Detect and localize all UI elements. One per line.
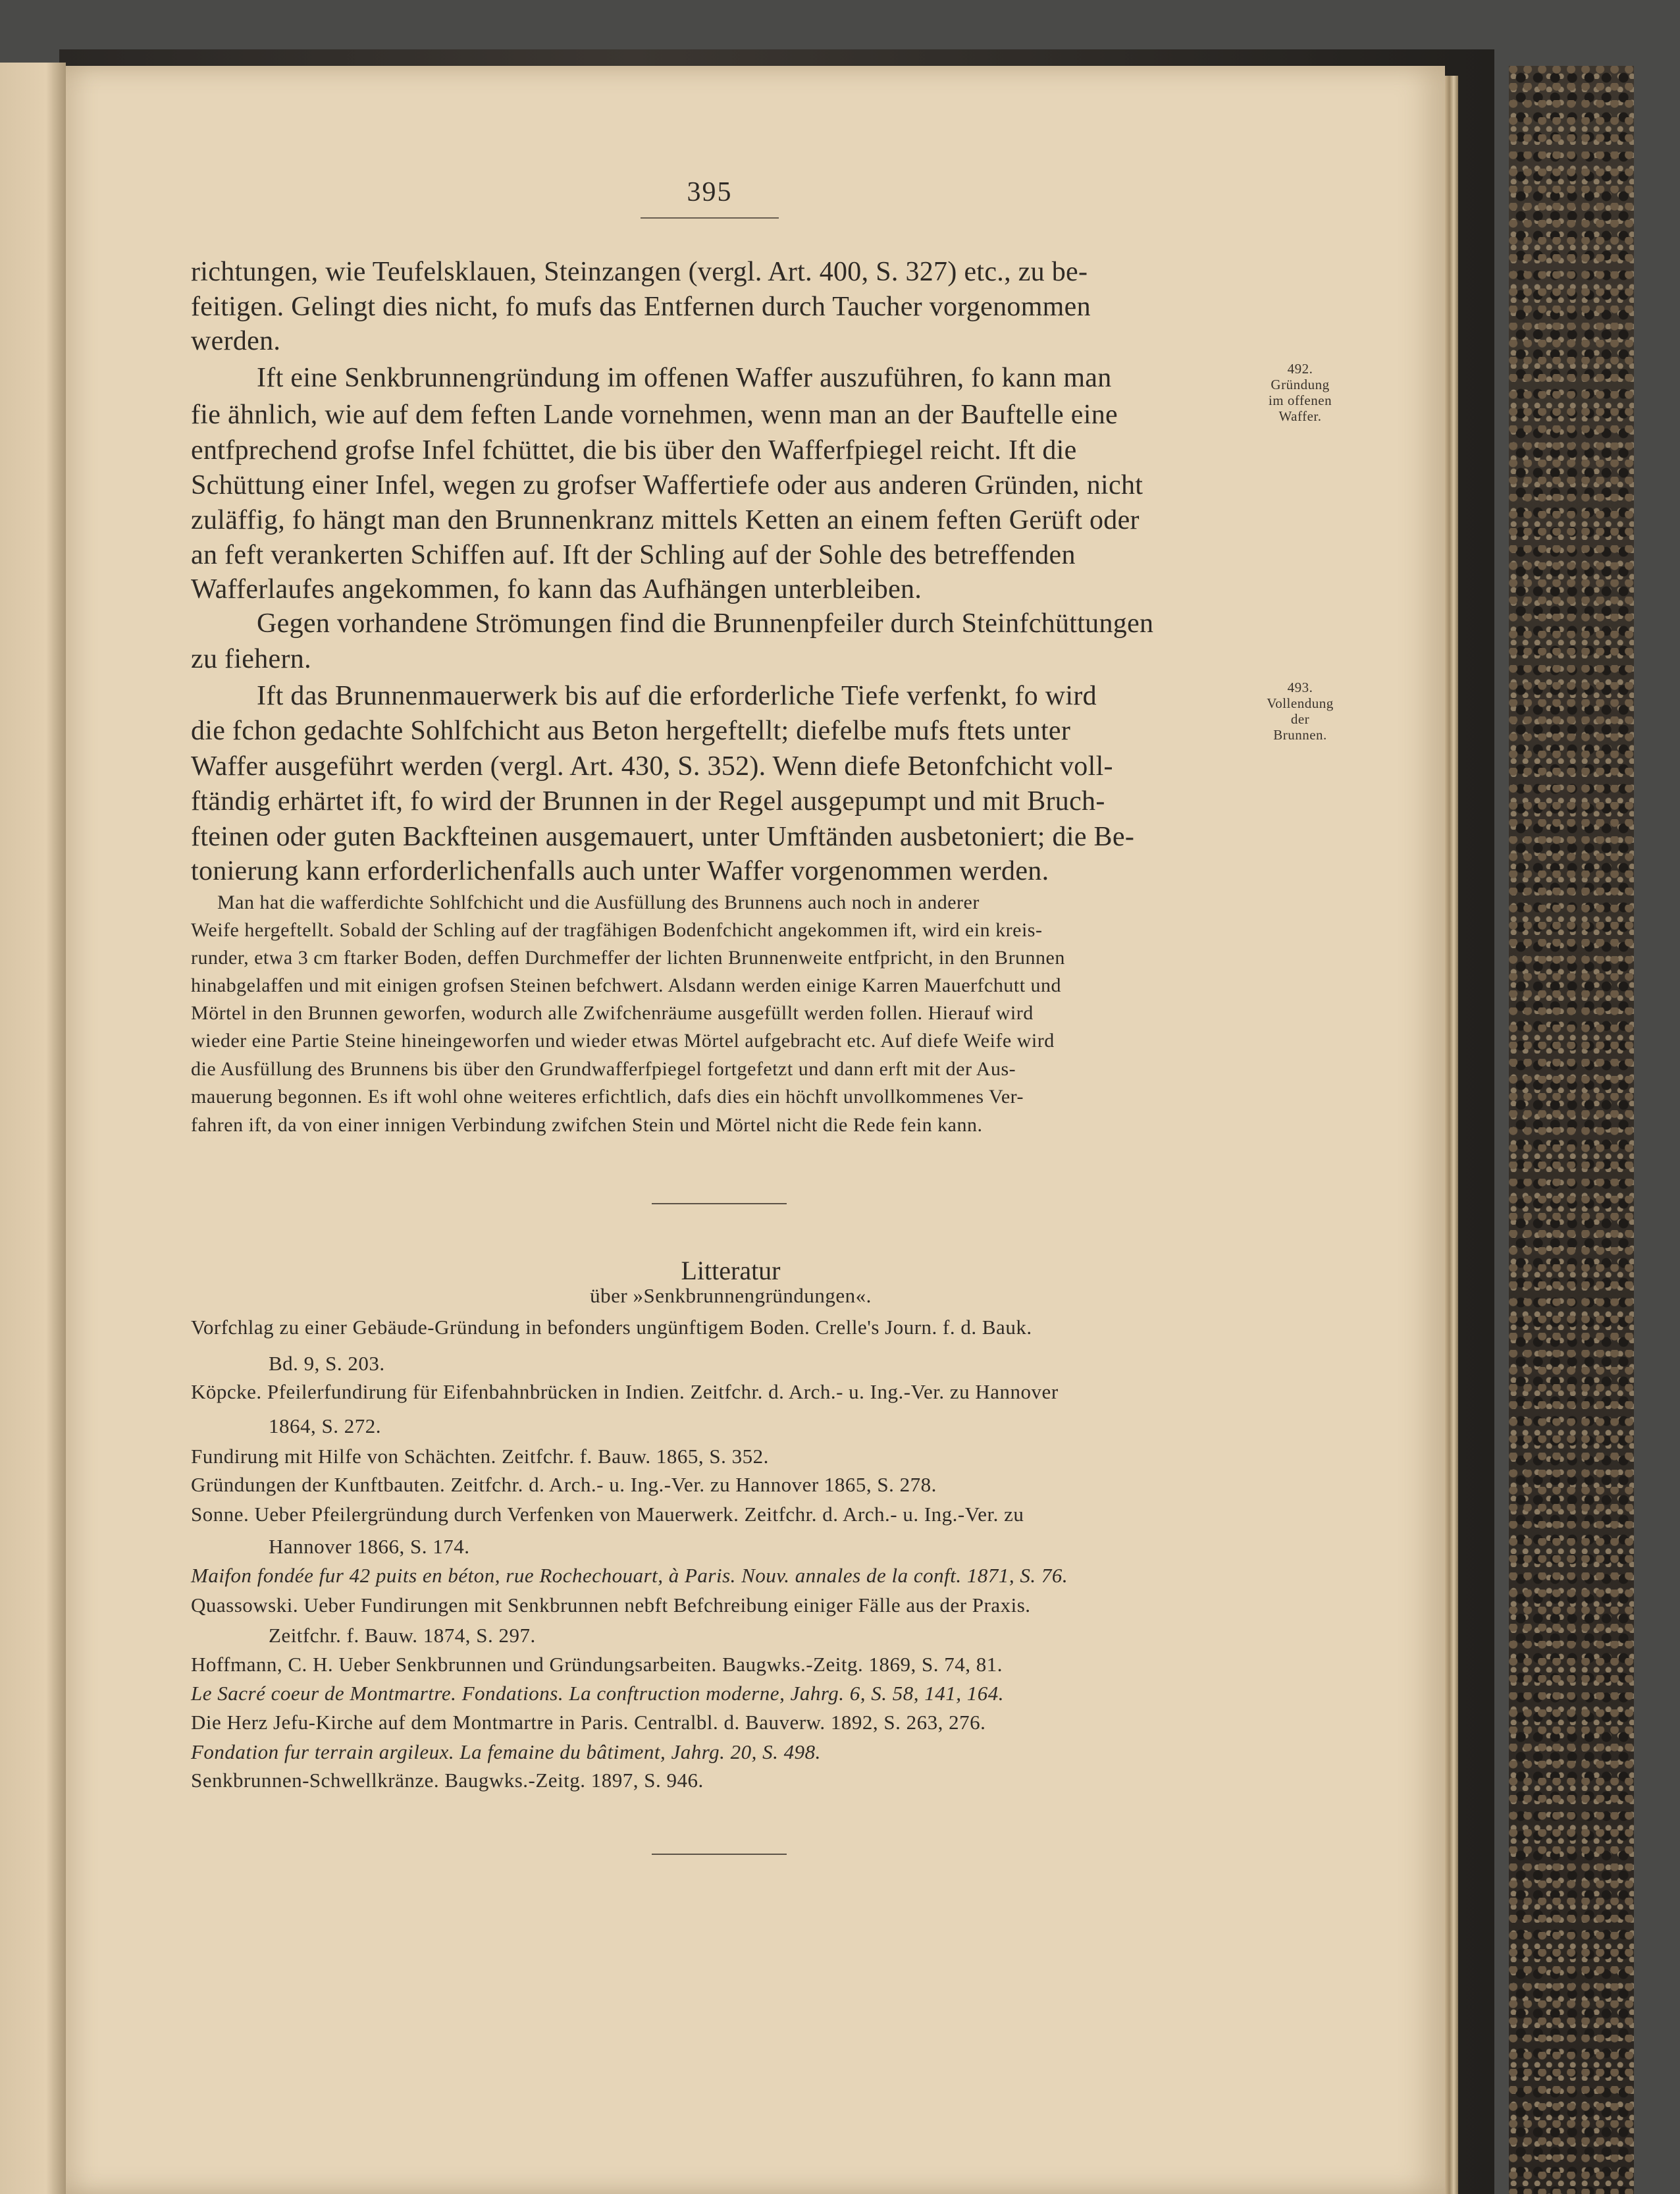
literature-entry: Senkbrunnen-Schwellkränze. Baugwks.-Zeitg. 1897, S. 946.: [191, 1769, 704, 1792]
body-line: an feft verankerten Schiffen auf. Ift der Schling auf der Sohle des betreffenden: [191, 540, 1076, 570]
page-number: [641, 176, 779, 208]
note-line: fahren ift, da von einer innigen Verbindung zwifchen Stein und Mörtel nicht die Rede fein kann.: [191, 1114, 983, 1136]
literature-entry: Hoffmann, C. H. Ueber Senkbrunnen und Gründungsarbeiten. Baugwks.-Zeitg. 1869, S. 74, 81.: [191, 1653, 1003, 1676]
literature-entry: Die Herz Jefu-Kirche auf dem Montmartre in Paris. Centralbl. d. Bauverw. 1892, S. 263, 276.: [191, 1711, 986, 1734]
margin-note-493: [1254, 680, 1346, 743]
page-number-text: 395: [687, 177, 733, 207]
body-line: Ift das Brunnenmauerwerk bis auf die erforderliche Tiefe verfenkt, fo wird: [257, 681, 1097, 711]
body-line: Wafferlaufes angekommen, fo kann das Aufhängen unterbleiben.: [191, 574, 922, 604]
body-line: ftändig erhärtet ift, fo wird der Brunnen in der Regel ausgepumpt und mit Bruch-: [191, 786, 1105, 816]
literature-entry: Quassowski. Ueber Fundirungen mit Senkbrunnen nebft Befchreibung einiger Fälle aus der Praxis.: [191, 1593, 1031, 1617]
margin-note-line: Gründung: [1271, 377, 1330, 392]
margin-note-line: Vollendung: [1267, 695, 1334, 711]
margin-note-line: der: [1290, 711, 1310, 727]
note-line: Weife hergeftellt. Sobald der Schling auf der tragfähigen Bodenfchicht angekommen ift, wird ein kreis-: [191, 919, 1043, 941]
literature-entry: Vorfchlag zu einer Gebäude-Gründung in befonders ungünftigem Boden. Crelle's Journ. f. d. Bauk.: [191, 1316, 1032, 1339]
body-line: Schüttung einer Infel, wegen zu grofser Waffertiefe oder aus anderen Gründen, nicht: [191, 470, 1143, 500]
literature-entry: Le Sacré coeur de Montmartre. Fondations. La conftruction moderne, Jahrg. 6, S. 58, 141, 164.: [191, 1682, 1004, 1705]
body-line: fie ähnlich, wie auf dem feften Lande vornehmen, wenn man an der Bauftelle eine: [191, 400, 1118, 430]
body-line: entfprechend grofse Infel fchüttet, die bis über den Wafferfpiegel reicht. Ift die: [191, 435, 1077, 466]
literature-entry: Gründungen der Kunftbauten. Zeitfchr. d. Arch.- u. Ing.-Ver. zu Hannover 1865, S. 278.: [191, 1473, 937, 1496]
literature-entry: Maifon fondée fur 42 puits en béton, rue Rochechouart, à Paris. Nouv. annales de la conft. 1871, S. 76.: [191, 1564, 1068, 1587]
body-line: zuläffig, fo hängt man den Brunnenkranz mittels Ketten an einem feften Gerüft oder: [191, 505, 1140, 535]
literature-subheading: über »Senkbrunnengründungen«.: [590, 1284, 872, 1307]
body-line: tonierung kann erforderlichenfalls auch unter Waffer vorgenommen werden.: [191, 856, 1049, 886]
margin-note-492: [1254, 361, 1346, 424]
body-line: feitigen. Gelingt dies nicht, fo mufs das Entfernen durch Taucher vorgenommen: [191, 292, 1091, 322]
body-line: Ift eine Senkbrunnengründung im offenen Waffer auszuführen, fo kann man: [257, 363, 1112, 393]
body-line: Waffer ausgeführt werden (vergl. Art. 430, S. 352). Wenn diefe Betonfchicht voll-: [191, 751, 1113, 782]
body-line: werden.: [191, 326, 281, 356]
literature-entry: Bd. 9, S. 203.: [269, 1352, 385, 1375]
literature-entry: Sonne. Ueber Pfeilergründung durch Verfenken von Mauerwerk. Zeitfchr. d. Arch.- u. Ing.-Ver. zu: [191, 1503, 1024, 1526]
note-line: wieder eine Partie Steine hineingeworfen und wieder etwas Mörtel aufgebracht etc. Auf diefe Weife wird: [191, 1030, 1055, 1052]
literature-entry: Hannover 1866, S. 174.: [269, 1535, 470, 1558]
note-line: runder, etwa 3 cm ftarker Boden, deffen Durchmeffer der lichten Brunnenweite entfpricht, in den Brunnen: [191, 947, 1065, 969]
note-line: mauerung begonnen. Es ift wohl ohne weiteres erfichtlich, dafs dies ein höchft unvollkommenes Ver-: [191, 1086, 1024, 1108]
body-line: Gegen vorhandene Strömungen find die Brunnenpfeiler durch Steinfchüttungen: [257, 608, 1154, 639]
literature-entry: 1864, S. 272.: [269, 1414, 381, 1437]
margin-note-line: Brunnen.: [1273, 727, 1327, 743]
literature-entry: Zeitfchr. f. Bauw. 1874, S. 297.: [269, 1624, 536, 1647]
note-line: die Ausfüllung des Brunnens bis über den Grundwafferfpiegel fortgefetzt und dann erft mit der Aus-: [191, 1058, 1016, 1080]
margin-note-line: im offenen: [1268, 392, 1332, 408]
body-line: fteinen oder guten Backfteinen ausgemauert, unter Umftänden ausbetoniert; die Be-: [191, 822, 1135, 852]
end-divider: [652, 1854, 787, 1855]
body-line: richtungen, wie Teufelsklauen, Steinzangen (vergl. Art. 400, S. 327) etc., zu be-: [191, 257, 1088, 287]
margin-note-number: 492.: [1287, 361, 1313, 377]
page-number-rule: [641, 217, 779, 219]
note-line: hinabgelaffen und mit einigen grofsen Steinen befchwert. Alsdann werden einige Karren Mauerfchutt und: [191, 975, 1062, 996]
literature-entry: Köpcke. Pfeilerfundirung für Eifenbahnbrücken in Indien. Zeitfchr. d. Arch.- u. Ing.-Ver. zu Hannover: [191, 1380, 1059, 1403]
literature-entry: Fundirung mit Hilfe von Schächten. Zeitfchr. f. Bauw. 1865, S. 352.: [191, 1445, 769, 1468]
note-line: Man hat die wafferdichte Sohlfchicht und die Ausfüllung des Brunnens auch noch in anderer: [217, 892, 980, 913]
page-stack-edge: [1445, 76, 1458, 2194]
section-divider: [652, 1203, 787, 1204]
body-line: die fchon gedachte Sohlfchicht aus Beton hergeftellt; diefelbe mufs ftets unter: [191, 716, 1071, 746]
note-line: Mörtel in den Brunnen geworfen, wodurch alle Zwifchenräume ausgefüllt werden follen. Hierauf wird: [191, 1002, 1034, 1024]
literature-entry: Fondation fur terrain argileux. La femaine du bâtiment, Jahrg. 20, S. 498.: [191, 1740, 821, 1763]
body-line: zu fiehern.: [191, 644, 311, 674]
margin-note-number: 493.: [1287, 680, 1313, 695]
marbled-cover-edge: [1509, 66, 1634, 2194]
margin-note-line: Waffer.: [1278, 408, 1322, 424]
literature-heading: Litteratur: [681, 1256, 781, 1285]
left-page-edge: [0, 63, 66, 2194]
